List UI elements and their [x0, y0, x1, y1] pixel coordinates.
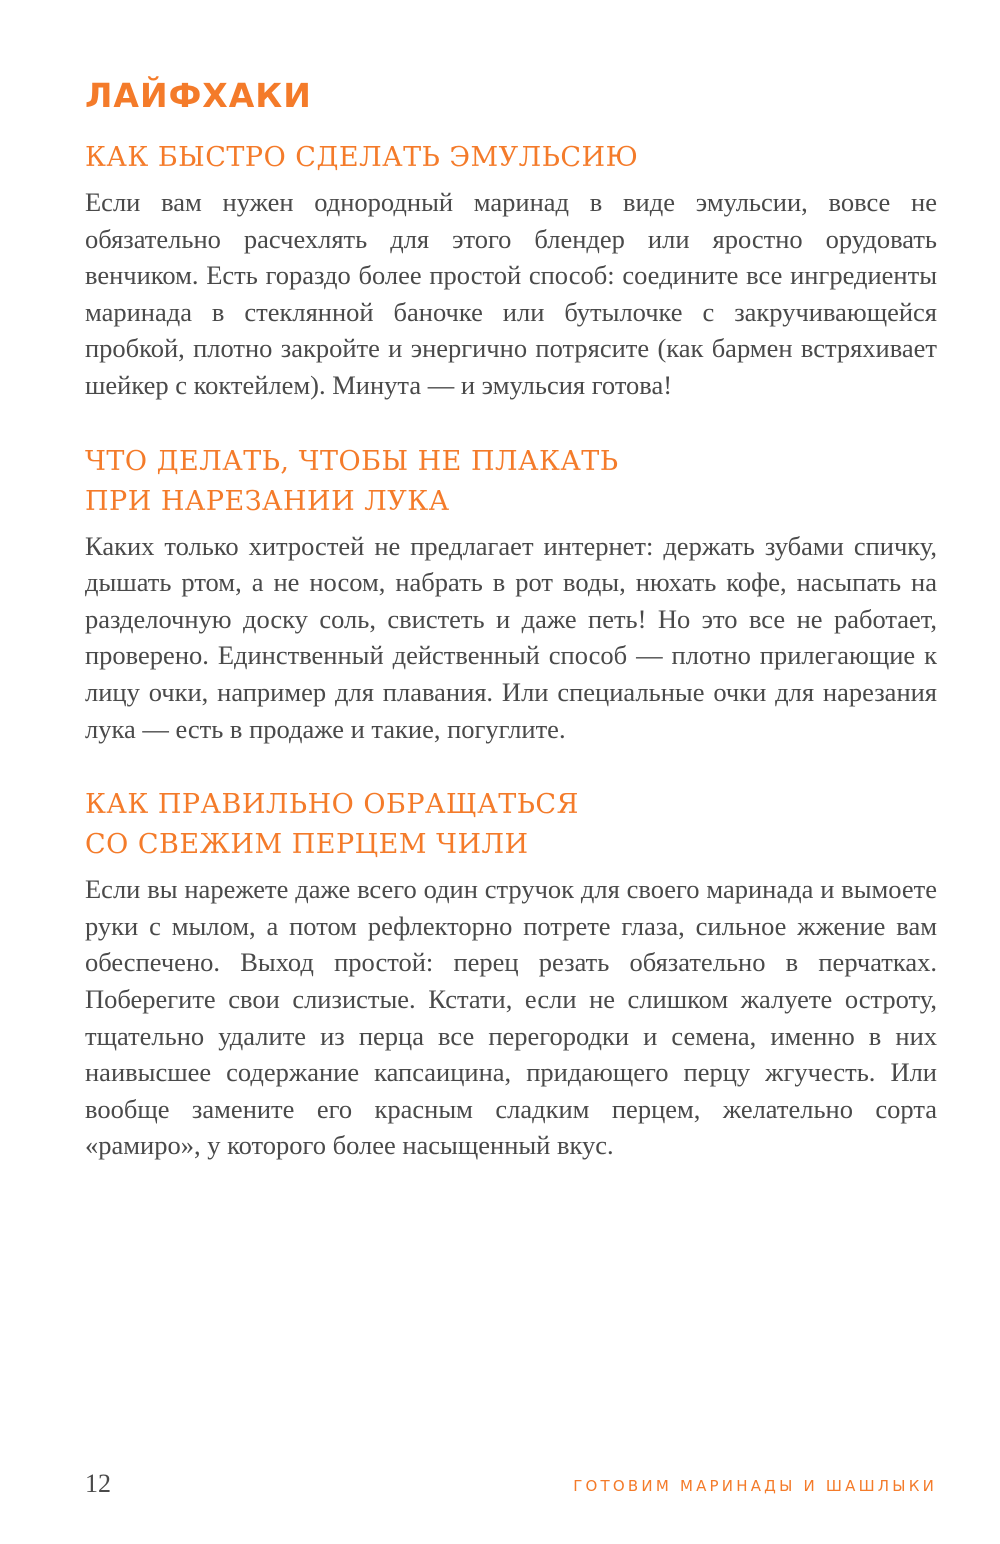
section-emulsion: [85, 138, 937, 404]
page-number: 12: [85, 1469, 111, 1498]
section-text: Если вы нарежете даже всего один стручок для своего маринада и вымоете руки с мылом, а потом рефлекторно потрете глаза, сильное жжение вам обеспечено. Выход простой: перец резать обязательно в перчатках. Поберегите свои слизистые. Кстати, если не слишком жалуете остроту, тщательно удалите из перца все перегородки и семена, именно в них наивысшее содержание капсаицина, придающего перцу жгучесть. Или вообще замените его красным сладким перцем, желательно сорта «рамиро», у которого более насыщенный вкус.: [85, 874, 937, 1161]
section-heading: [85, 785, 937, 865]
section-heading-line: ЧТО ДЕЛАТЬ, ЧТОБЫ НЕ ПЛАКАТЬ: [85, 445, 619, 477]
page-title: ЛАЙФХАКИ: [85, 76, 312, 115]
section-onion: [85, 442, 937, 748]
section-text: Если вам нужен однородный маринад в виде эмульсии, вовсе не обязательно расчехлять для этого блендер или яростно орудовать венчиком. Есть гораздо более простой способ: соедините все ингредиенты маринада в стеклянной баночке или бутылочке с закручивающейся пробкой, плотно закройте и энергично потрясите (как бармен встряхивает шейкер с коктейлем). Минута — и эмульсия готова!: [85, 187, 937, 400]
section-heading-line: СО СВЕЖИМ ПЕРЦЕМ ЧИЛИ: [85, 829, 529, 861]
section-heading-line: КАК БЫСТРО СДЕЛАТЬ ЭМУЛЬСИЮ: [85, 142, 639, 173]
running-footer-book-title: ГОТОВИМ МАРИНАДЫ И ШАШЛЫКИ: [573, 1477, 937, 1495]
article-body: [85, 138, 937, 1202]
section-heading-line: ПРИ НАРЕЗАНИИ ЛУКА: [85, 485, 450, 517]
section-heading-line: КАК ПРАВИЛЬНО ОБРАЩАТЬСЯ: [85, 789, 579, 821]
section-heading: [85, 138, 937, 178]
section-chili: [85, 785, 937, 1164]
section-text: Каких только хитростей не предлагает интернет: держать зубами спичку, дышать ртом, а не носом, набрать в рот воды, нюхать кофе, насыпать на разделочную доску соль, свистеть и даже петь! Но это все не работает, проверено. Единственный действенный способ — плотно прилегающие к лицу очки, например для плавания. Или специальные очки для нарезания лука — есть в продаже и такие, погуглите.: [85, 530, 937, 744]
section-heading: [85, 442, 937, 522]
